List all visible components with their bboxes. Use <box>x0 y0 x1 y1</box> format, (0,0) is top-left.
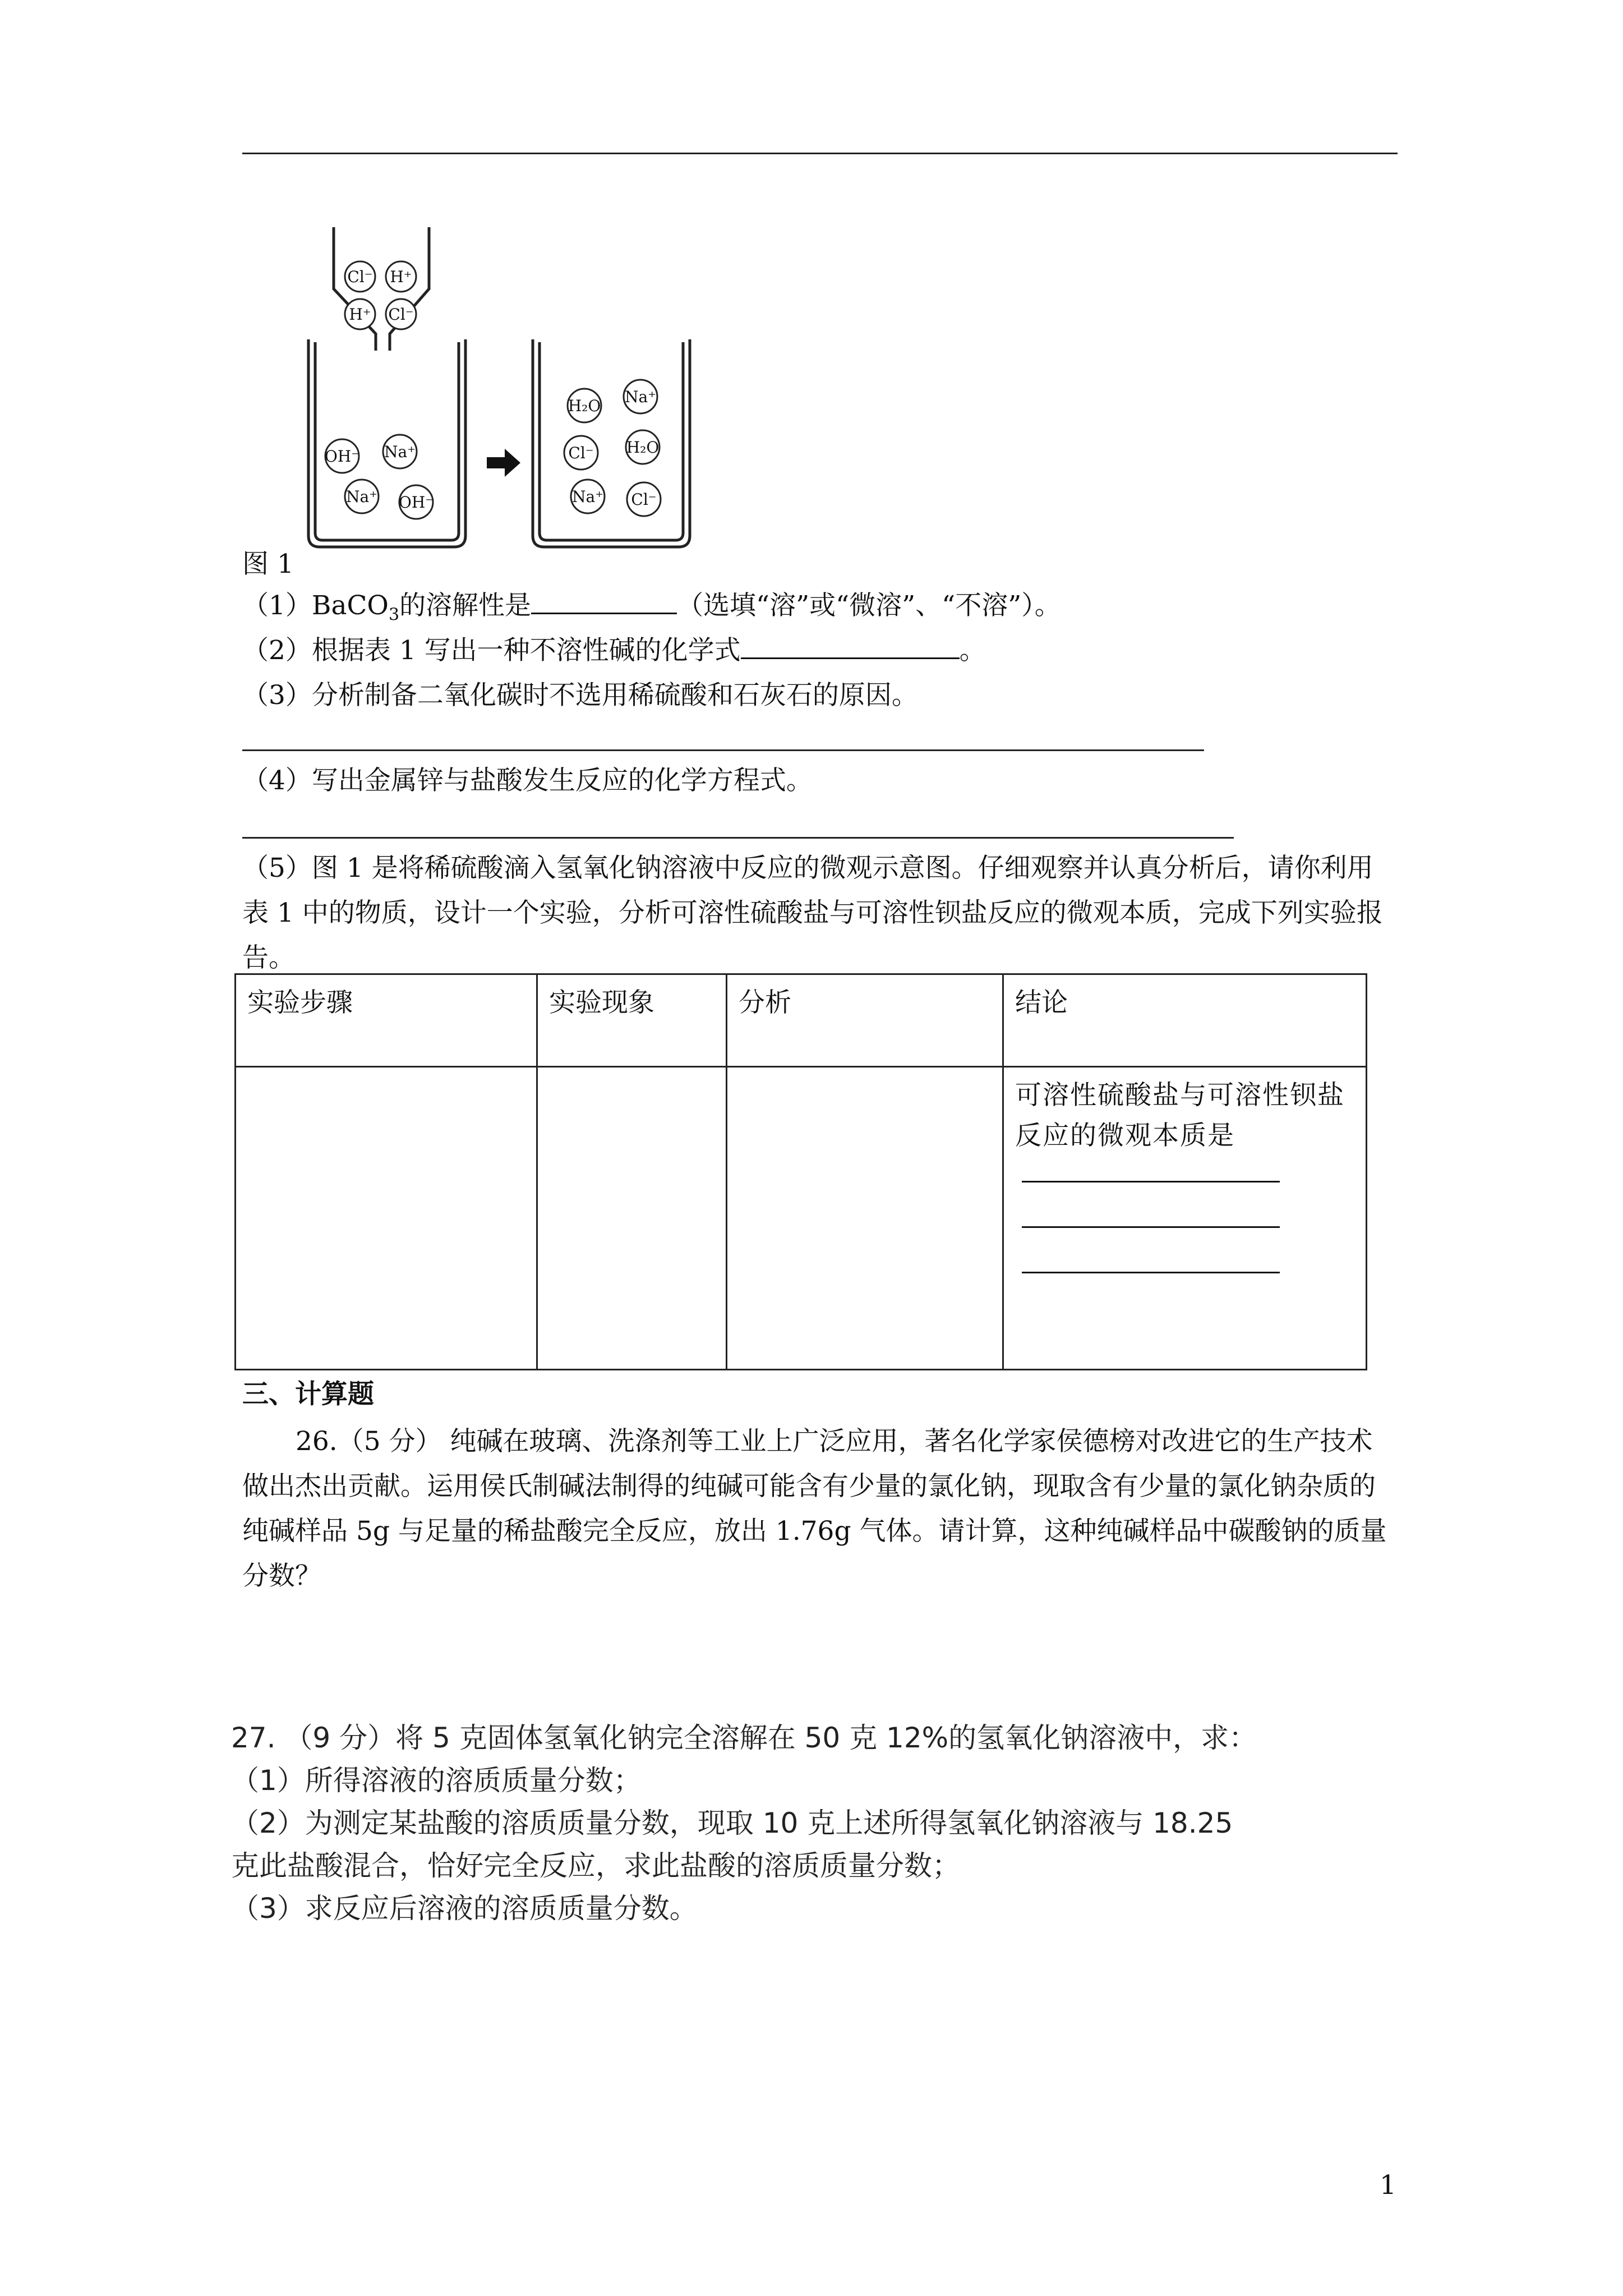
section-3-title: 三、计算题 <box>242 1379 374 1410</box>
svg-text:Cl⁻: Cl⁻ <box>631 490 657 509</box>
ion-na <box>345 480 379 513</box>
table-body-row <box>236 1067 1367 1370</box>
svg-text:H⁺: H⁺ <box>349 305 371 324</box>
ion-h <box>386 261 416 292</box>
right-beaker <box>533 339 690 547</box>
conclusion-answer-line[interactable] <box>1022 1180 1280 1182</box>
q27-line: （1）所得溶液的溶质质量分数； <box>231 1764 642 1797</box>
page-number: 1 <box>1380 2170 1396 2201</box>
q27-line: 克此盐酸混合，恰好完全反应，求此盐酸的溶质质量分数； <box>231 1849 960 1882</box>
header-phenomena: 实验现象 <box>537 974 727 1067</box>
experiment-report-table <box>234 973 1367 1370</box>
svg-text:Cl⁻: Cl⁻ <box>388 305 414 324</box>
svg-text:H₂O: H₂O <box>568 397 601 415</box>
cell-phenomena[interactable] <box>537 1067 727 1370</box>
ion-h2o <box>626 430 660 464</box>
question-26: 26.（5 分） 纯碱在玻璃、洗涤剂等工业上广泛应用，著名化学家侯德榜对改进它的生产技术做出杰出贡献。运用侯氏制碱法制得的纯碱可能含有少量的氯化钠，现取含有少量的氯化钠杂质的纯碱样品 5g 与足量的稀盐酸完全反应，放出 1.76g 气体。请计算，这种纯碱样品中碳酸钠的质量分数？ <box>242 1426 1387 1591</box>
q1-sub: 3 <box>388 605 400 625</box>
q2-before: （2）根据表 1 写出一种不溶性碱的化学式 <box>242 635 741 666</box>
svg-text:Cl⁻: Cl⁻ <box>347 268 373 286</box>
cell-steps[interactable] <box>236 1067 537 1370</box>
svg-text:OH⁻: OH⁻ <box>398 493 434 512</box>
figure-caption: 图 1 <box>242 549 294 579</box>
q1-answer-blank[interactable] <box>531 590 677 614</box>
q27-line: （3）求反应后溶液的溶质质量分数。 <box>231 1892 698 1925</box>
q2-after: 。 <box>959 635 986 666</box>
table-header-row <box>236 974 1367 1067</box>
header-rule <box>242 153 1398 154</box>
ion-cl <box>386 299 416 329</box>
svg-text:H₂O: H₂O <box>626 438 660 457</box>
conclusion-answer-line[interactable] <box>1022 1271 1280 1273</box>
q4-answer-line[interactable] <box>242 837 1234 839</box>
svg-text:Na⁺: Na⁺ <box>572 487 603 506</box>
question-4: （4）写出金属锌与盐酸发生反应的化学方程式。 <box>242 765 813 796</box>
reaction-arrow-icon <box>487 449 520 477</box>
dropper-outline <box>334 227 429 351</box>
svg-text:Na⁺: Na⁺ <box>346 487 377 506</box>
ion-na <box>571 480 605 513</box>
q27-line: （2）为测定某盐酸的溶质质量分数，现取 10 克上述所得氢氧化钠溶液与 18.25 <box>231 1807 1233 1839</box>
ion-cl <box>345 261 375 292</box>
svg-text:OH⁻: OH⁻ <box>324 447 360 466</box>
ion-cl <box>627 482 661 516</box>
header-steps: 实验步骤 <box>236 974 537 1067</box>
svg-text:H⁺: H⁺ <box>390 268 412 286</box>
conclusion-text: 可溶性硫酸盐与可溶性钡盐反应的微观本质是 <box>1015 1080 1345 1151</box>
conclusion-answer-line[interactable] <box>1022 1225 1280 1228</box>
svg-text:Na⁺: Na⁺ <box>384 443 416 461</box>
q1-mid: 的溶解性是 <box>399 590 532 621</box>
question-2 <box>242 631 986 671</box>
svg-text:Na⁺: Na⁺ <box>625 388 656 406</box>
q3-answer-line[interactable] <box>242 749 1204 751</box>
ion-h2o <box>568 389 601 422</box>
header-conclusion: 结论 <box>1003 974 1367 1067</box>
header-analysis: 分析 <box>727 974 1003 1067</box>
cell-analysis[interactable] <box>727 1067 1003 1370</box>
ion-oh <box>399 485 434 519</box>
question-5: （5）图 1 是将稀硫酸滴入氢氧化钠溶液中反应的微观示意图。仔细观察并认真分析后，请你利用表 1 中的物质，设计一个实验，分析可溶性硫酸盐与可溶性钡盐反应的微观本质，完成下列实验报告。 <box>242 853 1383 973</box>
question-27-block <box>231 1717 1257 1930</box>
ion-na <box>383 435 417 468</box>
svg-text:Cl⁻: Cl⁻ <box>568 444 594 462</box>
q1-before: （1）BaCO <box>242 590 389 621</box>
figure-1-diagram <box>292 222 718 553</box>
q2-answer-blank[interactable] <box>741 635 960 659</box>
ion-h <box>345 299 375 329</box>
ion-cl <box>564 436 598 470</box>
ion-oh <box>325 439 359 473</box>
q27-line: 27. （9 分）将 5 克固体氢氧化钠完全溶解在 50 克 12%的氢氧化钠溶液中，求： <box>231 1722 1257 1754</box>
question-3: （3）分析制备二氧化碳时不选用稀硫酸和石灰石的原因。 <box>242 680 918 711</box>
question-1 <box>242 586 1061 635</box>
cell-conclusion <box>1003 1067 1367 1370</box>
q1-after: （选填“溶”或“微溶”、“不溶”）。 <box>677 590 1061 621</box>
ion-na <box>624 380 657 413</box>
